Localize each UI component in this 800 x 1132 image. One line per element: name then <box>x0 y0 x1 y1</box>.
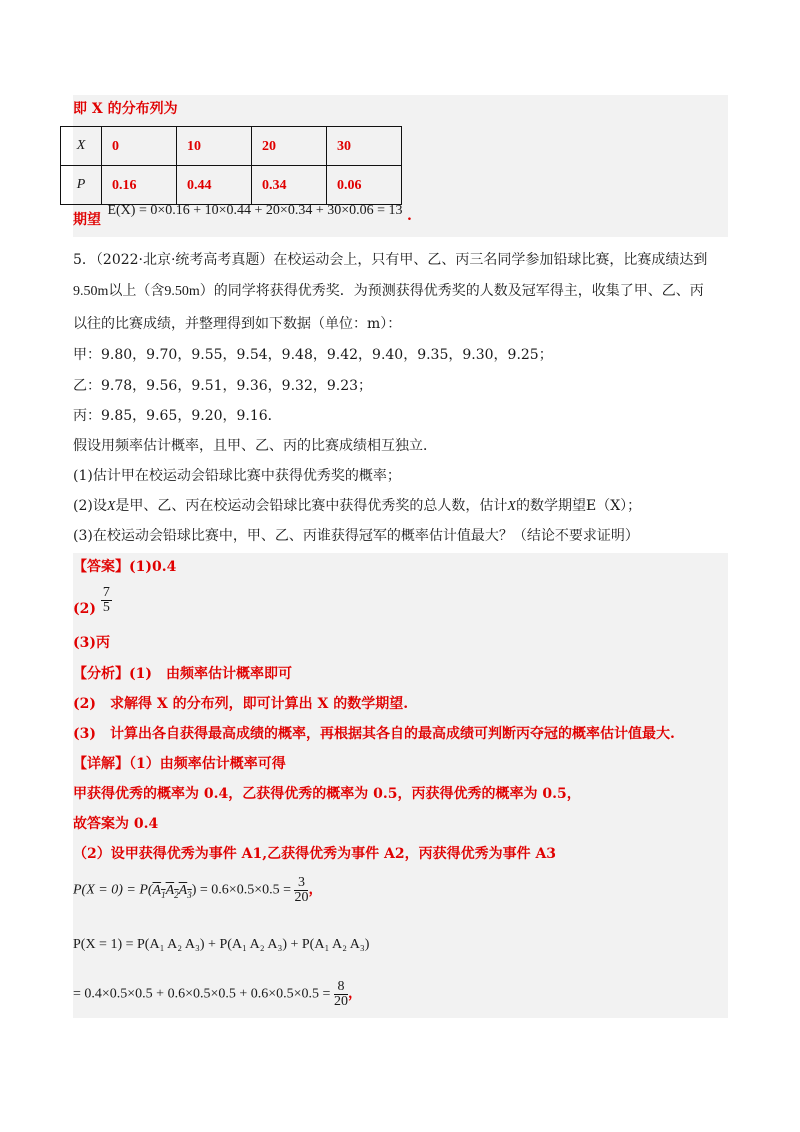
problem-line-2: 9.50m以上（含9.50m）的同学将获得优秀奖．为预测获得优秀奖的人数及冠军得主，收集了甲、乙、丙 <box>73 283 704 299</box>
answer-2: (2) $\frac{7}{5}$ <box>73 585 110 617</box>
table-cell: 0.44 <box>177 166 252 205</box>
data-bing: 丙：9.85，9.65，9.20，9.16． <box>73 408 282 424</box>
table-cell: 30 <box>327 127 402 166</box>
problem-line-1: 5．（2022·北京·统考高考真题）在校运动会上，只有甲、乙、丙三名同学参加铅球比赛，比赛成绩达到 <box>73 252 708 268</box>
formula-p1-value: = 0.4×0.5×0.5 + 0.6×0.5×0.5 + 0.6×0.5×0.5 = $\frac{8}{20}$ ， <box>73 979 362 1009</box>
detail-4: （2）设甲获得优秀为事件 A1,乙获得优秀为事件 A2，丙获得优秀为事件 A3 <box>73 846 557 862</box>
detail-1: 【详解】（1）由频率估计概率可得 <box>73 756 286 772</box>
formula-p1: P(X = 1) = P(A₁ A₂ A₃) + P(A₁ A₂ A₃) + P(A₁ A₂ A₃) <box>73 937 370 952</box>
problem-line-3: 以往的比赛成绩，并整理得到如下数据（单位：m）： <box>73 316 402 332</box>
expectation-formula: E(X) = 0×0.16 + 10×0.44 + 20×0.34 + 30×0.06 = 13 <box>107 203 403 218</box>
detail-2: 甲获得优秀的概率为 0.4，乙获得优秀的概率为 0.5，丙获得优秀的概率为 0.5， <box>73 786 581 802</box>
table-cell: 0.06 <box>327 166 402 205</box>
question-2: (2)设X是甲、乙、丙在校运动会铅球比赛中获得优秀奖的总人数，估计X的数学期望E（X）； <box>73 498 642 514</box>
question-3: (3)在校运动会铅球比赛中，甲、乙、丙谁获得冠军的概率估计值最大？（结论不要求证明） <box>73 528 639 544</box>
assumption: 假设用频率估计概率，且甲、乙、丙的比赛成绩相互独立． <box>73 438 437 454</box>
data-yi: 乙：9.78，9.56，9.51，9.36，9.32，9.23； <box>73 378 373 394</box>
formula-p0: $P(X = 0) = P(A_1A_2A_3) = 0.6\times 0.5\times 0.5$ = $\frac{3}{20}$ ， <box>73 875 323 905</box>
analysis-1: 【分析】(1) 由频率估计概率即可 <box>73 666 292 682</box>
table-cell: P <box>61 166 102 205</box>
table-cell: 0 <box>102 127 177 166</box>
expectation-end: . <box>406 208 412 224</box>
expectation-line <box>73 200 412 230</box>
answer-1: 【答案】(1)0.4 <box>73 559 177 575</box>
table-row <box>61 127 402 166</box>
data-jia: 甲：9.80，9.70，9.55，9.54，9.48，9.42，9.40，9.35，9.30，9.25； <box>73 347 553 363</box>
table-cell: X <box>61 127 102 166</box>
analysis-3: (3) 计算出各自获得最高成绩的概率，再根据其各自的最高成绩可判断丙夺冠的概率估计值最大. <box>73 726 675 742</box>
table-cell: 0.16 <box>102 166 177 205</box>
distribution-intro: 即 X 的分布列为 <box>73 101 178 117</box>
table-cell: 0.34 <box>252 166 327 205</box>
question-1: (1)估计甲在校运动会铅球比赛中获得优秀奖的概率； <box>73 468 401 484</box>
expectation-label: 期望 <box>73 212 101 228</box>
analysis-2: (2) 求解得 X 的分布列，即可计算出 X 的数学期望. <box>73 696 409 712</box>
distribution-table <box>60 126 402 205</box>
table-row <box>61 166 402 205</box>
table-cell: 10 <box>177 127 252 166</box>
table-cell: 20 <box>252 127 327 166</box>
answer-3: (3)丙 <box>73 635 110 651</box>
detail-3: 故答案为 0.4 <box>73 816 159 832</box>
